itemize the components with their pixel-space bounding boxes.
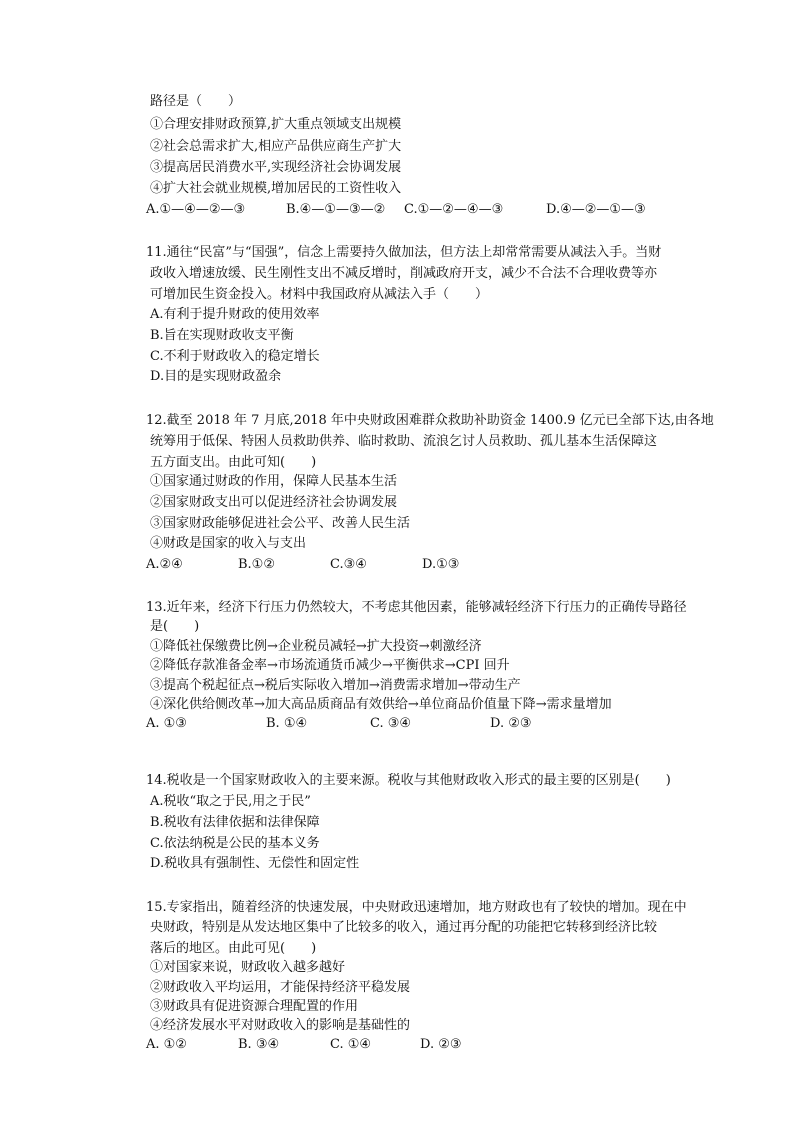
q15-option-b[interactable]: B. ③④ [238, 1037, 280, 1052]
q12-option-d[interactable]: D.①③ [422, 557, 460, 572]
q11-option-d[interactable]: D.目的是实现财政盈余 [150, 369, 282, 384]
q15-stem-1: 15.专家指出，随着经济的快速发展，中央财政迅速增加，地方财政也有了较快的增加。现在中 [146, 900, 687, 915]
q13-stem-1: 13.近年来，经济下行压力仍然较大，不考虑其他因素，能够减轻经济下行压力的正确传导路径 [146, 600, 687, 615]
q12-stem-3: 五方面支出。由此可知( ) [150, 455, 317, 470]
q13-item-4: ④深化供给侧改革→加大高品质商品有效供给→单位商品价值量下降→需求量增加 [150, 697, 612, 712]
q15-option-a[interactable]: A. ①② [146, 1037, 187, 1052]
q14-option-c[interactable]: C.依法纳税是公民的基本义务 [150, 836, 320, 851]
q10-item-2: ②社会总需求扩大,相应产品供应商生产扩大 [150, 139, 402, 154]
q15-item-4: ④经济发展水平对财政收入的影响是基础性的 [150, 1018, 411, 1033]
q12-stem-1: 12.截至 2018 年 7 月底,2018 年中央财政困难群众救助补助资金 1400.9 亿元已全部下达,由各地 [146, 413, 714, 428]
q14-option-a[interactable]: A.税收“取之于民,用之于民” [150, 794, 311, 809]
q14-option-b[interactable]: B.税收有法律依据和法律保障 [150, 815, 320, 830]
q11-stem-2: 政收入增速放缓、民生刚性支出不减反增时，削减政府开支，减少不合法不合理收费等亦 [150, 266, 658, 281]
q15-item-2: ②财政收入平均运用，才能保持经济平稳发展 [150, 980, 411, 995]
q11-stem-3: 可增加民生资金投入。材料中我国政府从减法入手（ ） [150, 287, 489, 302]
q13-stem-2: 是( ) [150, 619, 200, 634]
q10-option-c[interactable]: C.①—②—④—③ [404, 202, 504, 217]
q10-option-a[interactable]: A.①—④—②—③ [146, 202, 246, 217]
q10-item-1: ①合理安排财政预算,扩大重点领域支出规模 [150, 117, 402, 132]
q13-option-d[interactable]: D. ②③ [490, 716, 532, 731]
q11-option-c[interactable]: C.不利于财政收入的稳定增长 [150, 349, 320, 364]
q12-stem-2: 统筹用于低保、特困人员救助供养、临时救助、流浪乞讨人员救助、孤儿基本生活保障这 [150, 434, 658, 449]
q12-item-2: ②国家财政支出可以促进经济社会协调发展 [150, 495, 398, 510]
q12-item-1: ①国家通过财政的作用，保障人民基本生活 [150, 474, 398, 489]
q11-option-a[interactable]: A.有利于提升财政的使用效率 [150, 307, 320, 322]
q10-option-b[interactable]: B.④—①—③—② [286, 202, 386, 217]
q11-option-b[interactable]: B.旨在实现财政收支平衡 [150, 328, 294, 343]
q15-item-1: ①对国家来说，财政收入越多越好 [150, 960, 346, 975]
q15-stem-3: 落后的地区。由此可见( ) [150, 941, 317, 956]
q12-item-3: ③国家财政能够促进社会公平、改善人民生活 [150, 516, 411, 531]
q10-item-3: ③提高居民消费水平,实现经济社会协调发展 [150, 160, 402, 175]
q13-option-c[interactable]: C. ③④ [370, 716, 412, 731]
q13-option-b[interactable]: B. ①④ [266, 716, 308, 731]
q13-item-2: ②降低存款准备金率→市场流通货币减少→平衡供求→CPI 回升 [150, 658, 510, 673]
q10-item-4: ④扩大社会就业规模,增加居民的工资性收入 [150, 181, 402, 196]
q14-stem-1: 14.税收是一个国家财政收入的主要来源。税收与其他财政收入形式的最主要的区别是( ) [146, 773, 671, 788]
q11-stem-1: 11.通往“民富”与“国强”，信念上需要持久做加法，但方法上却常常需要从减法入手。当财 [146, 245, 662, 260]
q12-item-4: ④财政是国家的收入与支出 [150, 536, 307, 551]
q15-item-3: ③财政具有促进资源合理配置的作用 [150, 999, 359, 1014]
q15-option-d[interactable]: D. ②③ [420, 1037, 462, 1052]
q12-option-a[interactable]: A.②④ [146, 557, 183, 572]
q13-item-1: ①降低社保缴费比例→企业税员减轻→扩大投资→刺激经济 [150, 639, 482, 654]
q13-option-a[interactable]: A. ①③ [146, 716, 187, 731]
q13-item-3: ③提高个税起征点→税后实际收入增加→消费需求增加→带动生产 [150, 678, 521, 693]
q15-stem-2: 央财政，特别是从发达地区集中了比较多的收入，通过再分配的功能把它转移到经济比较 [150, 920, 658, 935]
q10-option-d[interactable]: D.④—②—①—③ [546, 202, 646, 217]
q14-option-d[interactable]: D.税收具有强制性、无偿性和固定性 [150, 856, 360, 871]
q12-option-c[interactable]: C.③④ [330, 557, 367, 572]
q12-option-b[interactable]: B.①② [238, 557, 275, 572]
q10-stem-end: 路径是（ ） [150, 94, 242, 109]
q15-option-c[interactable]: C. ①④ [330, 1037, 372, 1052]
